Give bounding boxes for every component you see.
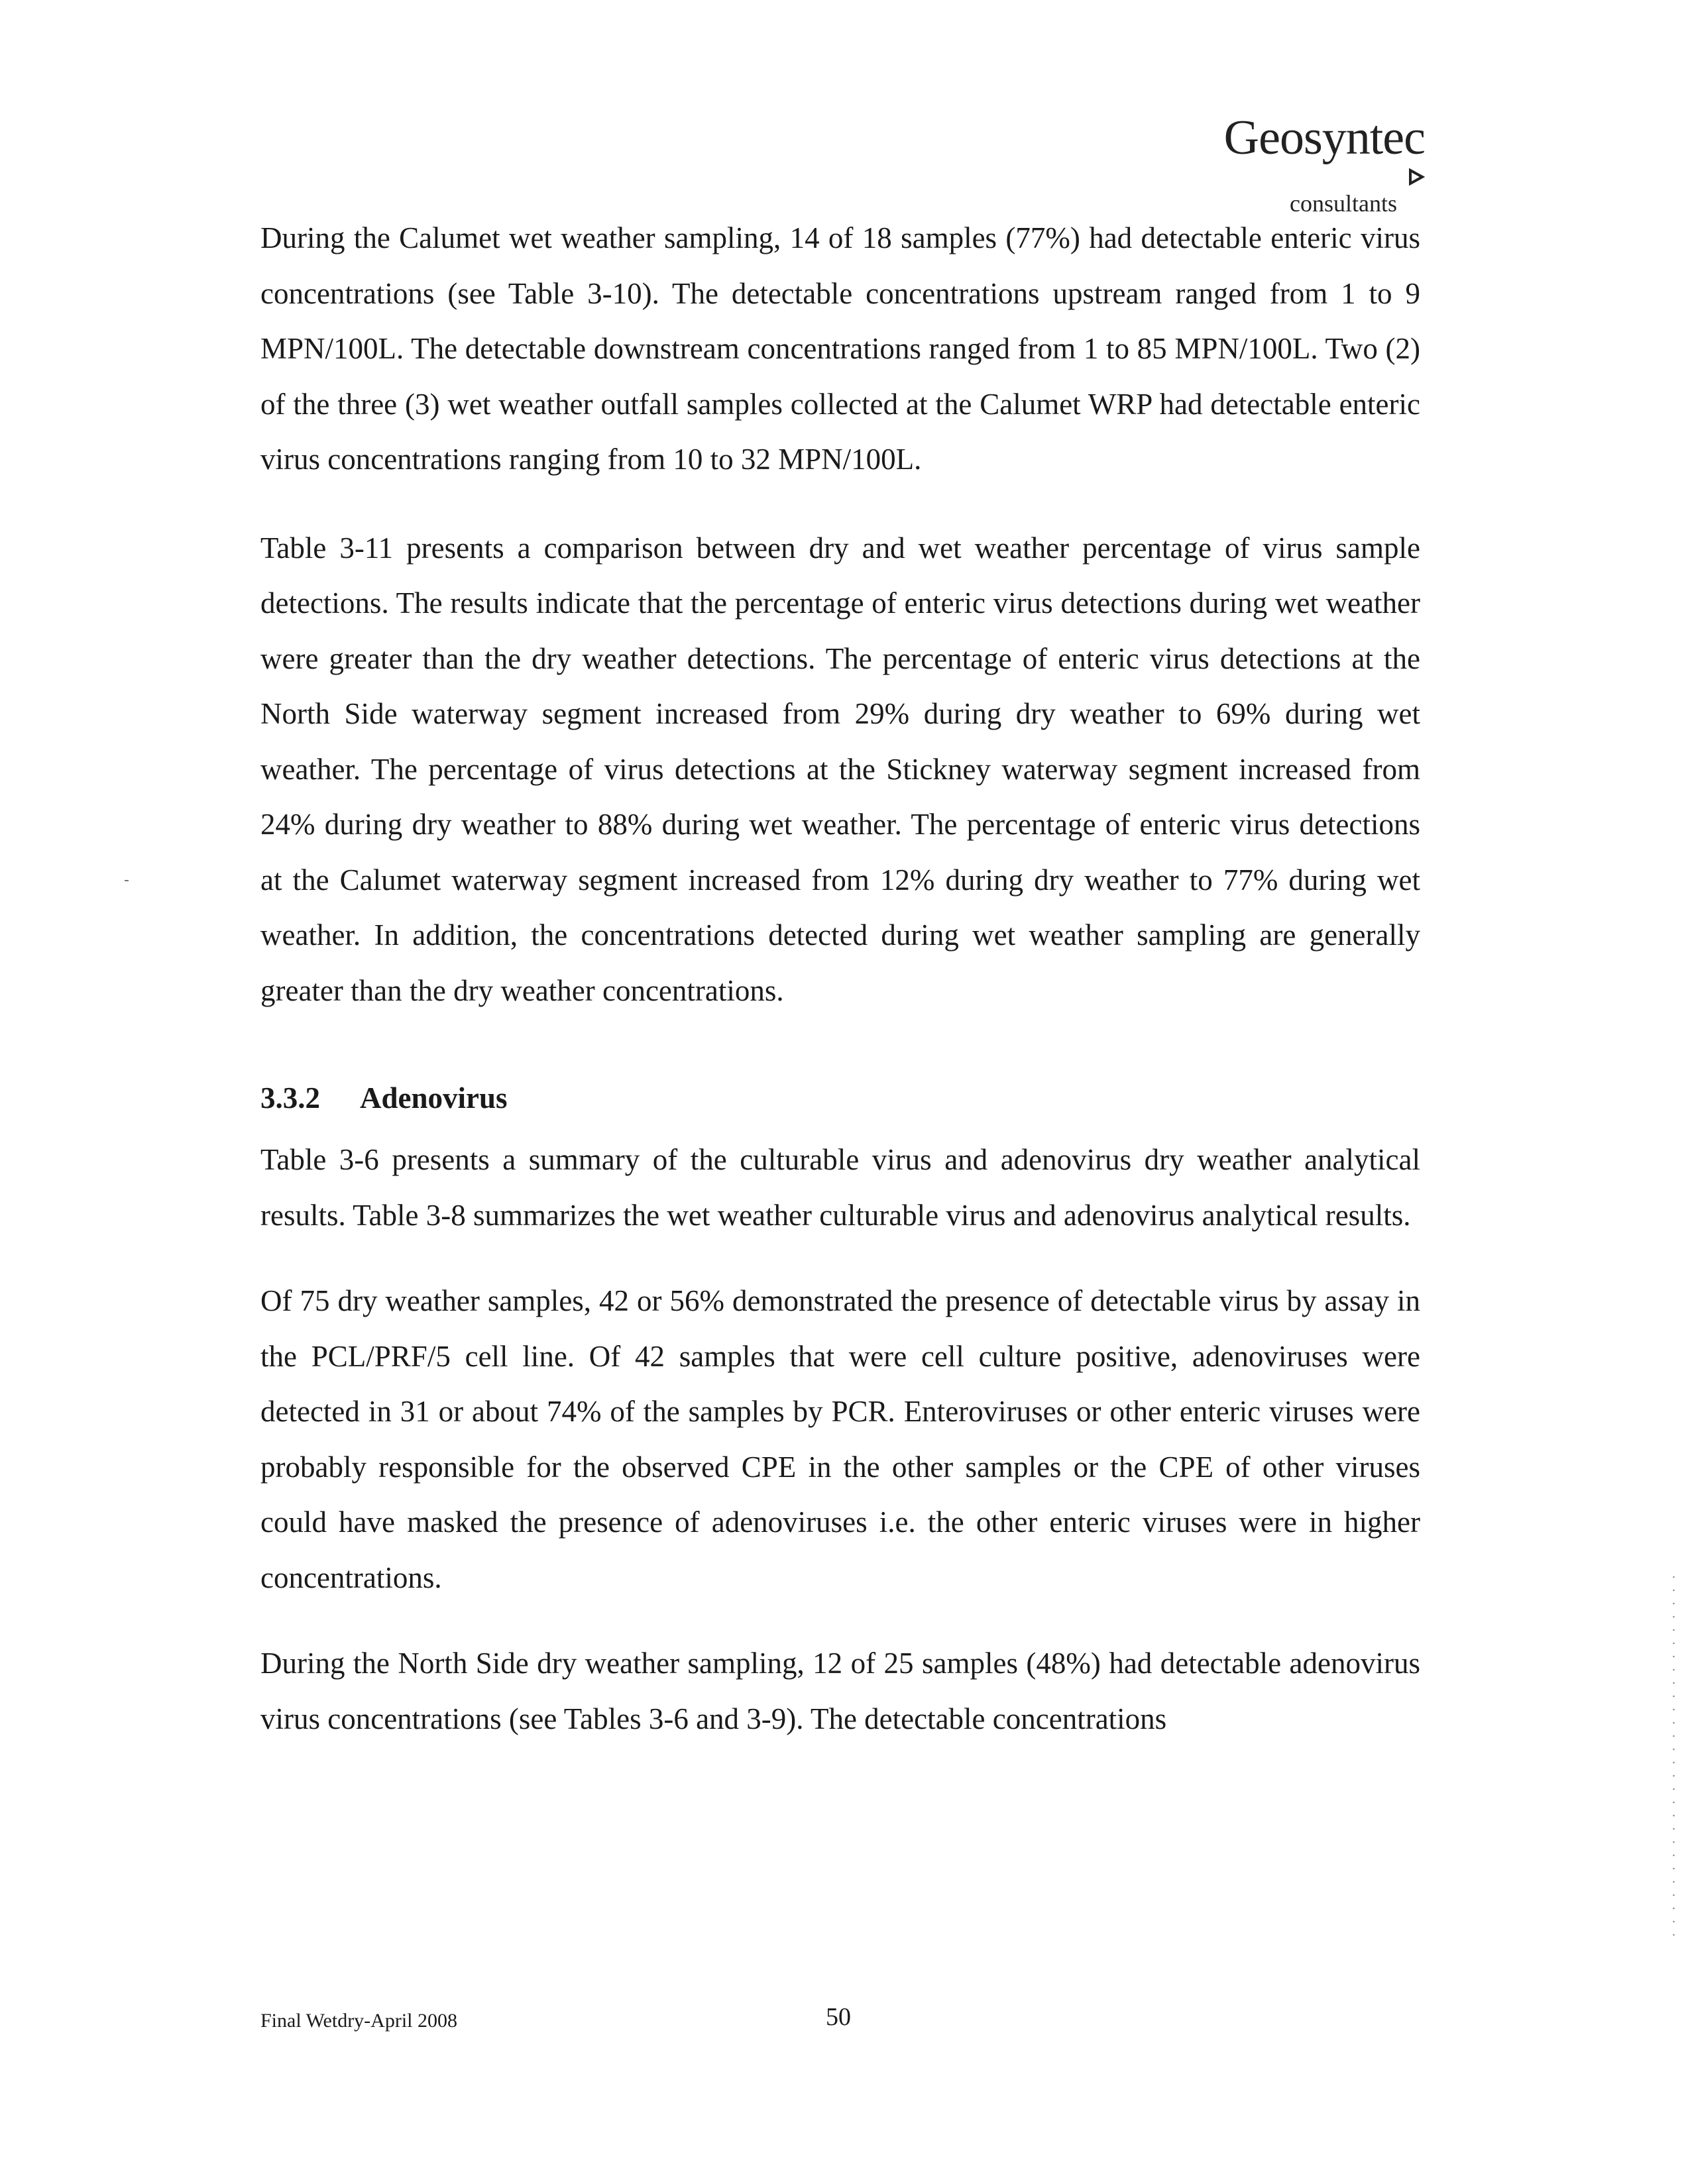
paragraph-calumet-wet: During the Calumet wet weather sampling, 14 of 18 samples (77%) had detectable enteric virus concentrations (see Table 3-10). The detectable concentrations upstream ranged from 1 to 9 MPN/100L. The detectable downstream concentrations ranged from 1 to 85 MPN/100L. Two (2) of the three (3) wet weather outfall samples collected at the Calumet WRP had detectable enteric virus concentrations ranging from 10 to 32 MPN/100L.	[260, 221, 1420, 476]
triangle-icon	[1408, 168, 1425, 189]
section-title: Adenovirus	[360, 1081, 508, 1115]
logo-subtitle: consultants	[1290, 190, 1397, 217]
paragraph-adenovirus-summary: Table 3-6 presents a summary of the culturable virus and adenovirus dry weather analytical results. Table 3-8 summarizes the wet weather culturable virus and adenovirus analytical results.	[260, 1143, 1420, 1232]
section-heading	[260, 1078, 1420, 1118]
scan-edge-dots	[1673, 1570, 1675, 1941]
paragraph-dry-wet-comparison: Table 3-11 presents a comparison between dry and wet weather percentage of virus sample detections. The results indicate that the percentage of enteric virus detections during wet weather were greater than the dry weather detections. The percentage of enteric virus detections at the North Side waterway segment increased from 29% during dry weather to 69% during wet weather. The percentage of virus detections at the Stickney waterway segment increased from 24% during dry weather to 88% during wet weather. The percentage of enteric virus detections at the Calumet waterway segment increased from 12% during dry weather to 77% during wet weather. In addition, the concentrations detected during wet weather sampling are generally greater than the dry weather concentrations.	[260, 531, 1420, 1007]
paragraph-dry-weather-samples: Of 75 dry weather samples, 42 or 56% demonstrated the presence of detectable virus by assay in the PCL/PRF/5 cell line. Of 42 samples that were cell culture positive, adenoviruses were detected in 31 or about 74% of the samples by PCR. Enteroviruses or other enteric viruses were probably responsible for the observed CPE in the other samples or the CPE of other viruses could have masked the presence of adenoviruses i.e. the other enteric viruses were in higher concentrations.	[260, 1284, 1420, 1594]
section-number: 3.3.2	[260, 1081, 320, 1115]
scan-mark	[125, 880, 129, 881]
company-logo	[1206, 111, 1425, 217]
page-number: 50	[826, 2003, 851, 2031]
document-body	[260, 211, 1420, 1747]
paragraph-north-side-dry: During the North Side dry weather sampling, 12 of 25 samples (48%) had detectable adenovirus virus concentrations (see Tables 3-6 and 3-9). The detectable concentrations	[260, 1647, 1420, 1735]
logo-name: Geosyntec	[1223, 111, 1425, 165]
footer-doc-label: Final Wetdry-April 2008	[260, 2010, 457, 2032]
